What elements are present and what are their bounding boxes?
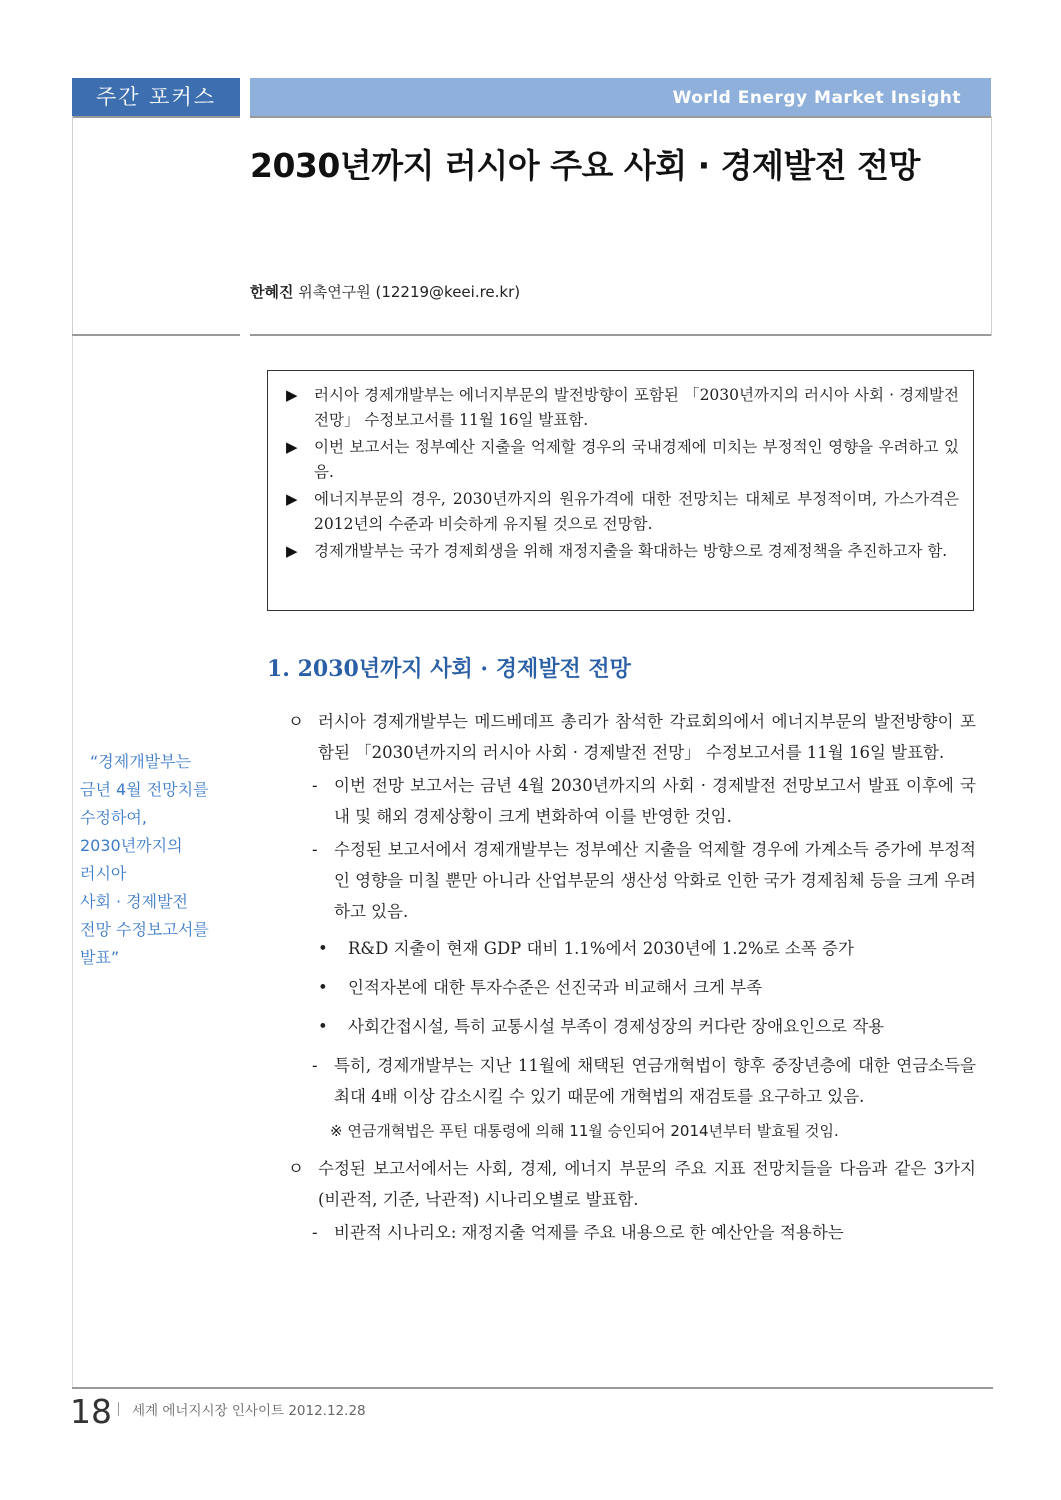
sub-paragraph: - 비관적 시나리오: 재정지출 억제를 주요 내용으로 한 예산안을 적용하는 [288,1217,976,1248]
footer-separator [118,1402,119,1416]
summary-item: ▶ 이번 보고서는 정부예산 지출을 억제할 경우의 국내경제에 미치는 부정적인 영향을 우려하고 있음. [286,435,959,485]
triangle-bullet-icon: ▶ [286,438,298,456]
pull-quote [80,748,245,972]
circle-marker: ㅇ [288,1159,304,1178]
footer-publication: 세계 에너지시장 인사이트 2012.12.28 [132,1403,366,1419]
triangle-bullet-icon: ▶ [286,386,298,404]
bullet-item: • R&D 지출이 현재 GDP 대비 1.1%에서 2030년에 1.2%로 소폭 증가 [288,933,976,964]
dot-bullet-icon: • [318,1017,328,1036]
paragraph: ㅇ 수정된 보고서에서는 사회, 경제, 에너지 부문의 주요 지표 전망치들을 다음과 같은 3가지(비관적, 기준, 낙관적) 시나리오별로 발표함. [288,1153,976,1215]
sub-paragraph: - 특히, 경제개발부는 지난 11월에 채택된 연금개혁법이 향후 중장년층에 대한 연금소득을 최대 4배 이상 감소시킬 수 있기 때문에 개혁법의 재검토를 요구하고 있음. [288,1050,976,1112]
summary-item: ▶ 경제개발부는 국가 경제회생을 위해 재정지출을 확대하는 방향으로 경제정책을 추진하고자 함. [286,539,959,564]
divider-right [250,334,991,336]
pull-quote-line: 수정하여, [80,808,147,827]
pull-quote-line: 금년 4월 전망치를 [80,780,209,799]
footer-rule [72,1387,993,1389]
pull-quote-line: 2030년까지의 [80,836,183,855]
pull-quote-line: 사회 · 경제발전 [80,892,188,911]
top-rule-right [250,116,991,118]
divider-left [72,334,240,336]
triangle-bullet-icon: ▶ [286,490,298,508]
author-line [250,281,520,302]
bullet-item: • 사회간접시설, 특히 교통시설 부족이 경제성장의 커다란 장애요인으로 작용 [288,1011,976,1042]
circle-marker: ㅇ [288,712,304,731]
dot-bullet-icon: • [318,978,328,997]
top-rule-left [72,116,240,118]
author-title: 위촉연구원 (12219@keei.re.kr) [298,283,521,301]
pull-quote-line: “경제개발부는 [90,752,192,771]
page-number: 18 [70,1392,112,1431]
note-marker: ※ [330,1122,343,1140]
sub-paragraph: - 수정된 보고서에서 경제개발부는 정부예산 지출을 억제할 경우에 가계소득 증가에 부정적인 영향을 미칠 뿐만 아니라 산업부문의 생산성 악화로 인한 국가 경제침체 등을 크게 우려하고 있음. [288,834,976,927]
summary-item: ▶ 에너지부문의 경우, 2030년까지의 원유가격에 대한 전망치는 대체로 부정적이며, 가스가격은 2012년의 수준과 비슷하게 유지될 것으로 전망함. [286,487,959,537]
summary-item: ▶ 러시아 경제개발부는 에너지부문의 발전방향이 포함된 「2030년까지의 러시아 사회 · 경제발전 전망」 수정보고서를 11월 16일 발표함. [286,383,959,433]
pull-quote-line: 발표” [80,948,120,967]
summary-box [267,370,974,611]
left-border-lower [72,336,73,1388]
section-tab: 주간 포커스 [72,78,240,116]
dot-bullet-icon: • [318,939,328,958]
publication-bar: World Energy Market Insight [250,78,991,116]
dash-marker: - [312,1056,318,1075]
bullet-item: • 인적자본에 대한 투자수준은 선진국과 비교해서 크게 부족 [288,972,976,1003]
article-body [288,706,976,1250]
sub-paragraph: - 이번 전망 보고서는 금년 4월 2030년까지의 사회 · 경제발전 전망보고서 발표 이후에 국내 및 해외 경제상황이 크게 변화하여 이를 반영한 것임. [288,770,976,832]
pull-quote-line: 러시아 [80,864,127,883]
note: ※ 연금개혁법은 푸틴 대통령에 의해 11월 승인되어 2014년부터 발효될 것임. [330,1122,839,1140]
author-name: 한혜진 [250,283,294,301]
pull-quote-line: 전망 수정보고서를 [80,920,209,939]
dash-marker: - [312,1223,318,1242]
dash-marker: - [312,776,318,795]
article-title: 2030년까지 러시아 주요 사회 · 경제발전 전망 [250,146,920,185]
right-border [991,116,992,336]
triangle-bullet-icon: ▶ [286,542,298,560]
left-border [72,116,73,336]
section-heading: 1. 2030년까지 사회 · 경제발전 전망 [267,656,631,682]
dash-marker: - [312,840,318,859]
paragraph: ㅇ 러시아 경제개발부는 메드베데프 총리가 참석한 각료회의에서 에너지부문의 발전방향이 포함된 「2030년까지의 러시아 사회 · 경제발전 전망」 수정보고서를 11월 16일 발표함. [288,706,976,768]
